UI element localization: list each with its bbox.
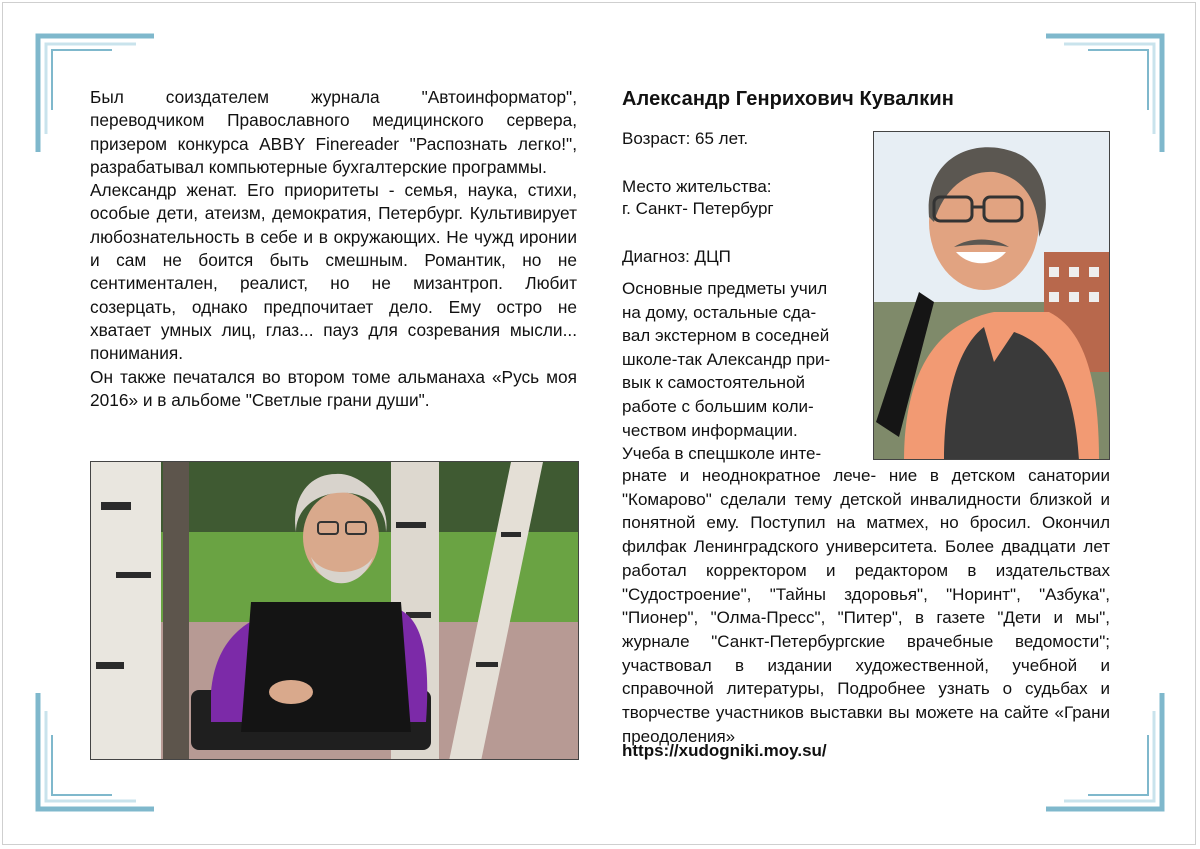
education-text-narrow: Основные предметы учил на дому, остальные сда- вал экстерном в соседней школе-так Александр при- вык к самостоятельной работе с большим коли- чеством информации. Учеба в спецшколе инте- bbox=[622, 279, 831, 464]
bio-paragraph-publications: Он также печатался во втором томе альманаха «Русь моя 2016» и в альбоме "Светлые грани души". bbox=[90, 366, 577, 410]
photo-portrait-smiling bbox=[873, 131, 1110, 460]
photo-wheelchair-birches bbox=[90, 461, 579, 760]
website-link[interactable]: https://xudogniki.moy.su/ bbox=[622, 741, 827, 760]
person-name-heading: Александр Генрихович Кувалкин bbox=[622, 88, 954, 110]
residence-label: Место жительства: bbox=[622, 177, 772, 196]
residence-value: г. Санкт- Петербург bbox=[622, 199, 774, 218]
education-career-text-wide: рнате и неоднократное лече- ние в детском санатории "Комарово" сделали тему детской инвалидности близкой и понятной ему. Поступил на матмех, но бросил. Окончил филфак Ленинградского университета. Более двадцати лет работал корректором и редактором в издательствах "Судостроение", "Тайны здоровья", "Норинт", "Азбука", "Пионер", "Олма-Пресс", "Питер", в газете "Дети и мы", журнале "Санкт-Петербургские врачебные ведомости"; участвовал в издании художественной, учебной и справочной литературы, Подробнее узнать о судьбах и творчестве участников выставки вы можете на сайте «Грани преодоления» bbox=[622, 466, 1110, 746]
bio-paragraph-work: Был соиздателем журнала "Автоинформатор", переводчиком Православного медицинского сервера, призером конкурса ABBY Finereader "Распознать легко!", разрабатывал компьютерные бухгалтерские программы. bbox=[90, 87, 577, 177]
diagnosis-label: Диагноз: ДЦП bbox=[622, 247, 731, 266]
age-label: Возраст: 65 лет. bbox=[622, 129, 749, 148]
bio-paragraph-personality: Александр женат. Его приоритеты - семья, наука, стихи, особые дети, атеизм, демократия, Петербург. Культивирует любознательность в себе и в окружающих. Не чужд иронии и сам не боится быть смешным. Романтик, но не сентиментален, реалист, но не мизантроп. Любит созерцать, однако предпочитает дело. Ему остро не хватает умных лиц, глаз... пауз для созревания мысли... понимания. bbox=[90, 180, 577, 364]
biography-left-column bbox=[90, 86, 577, 412]
